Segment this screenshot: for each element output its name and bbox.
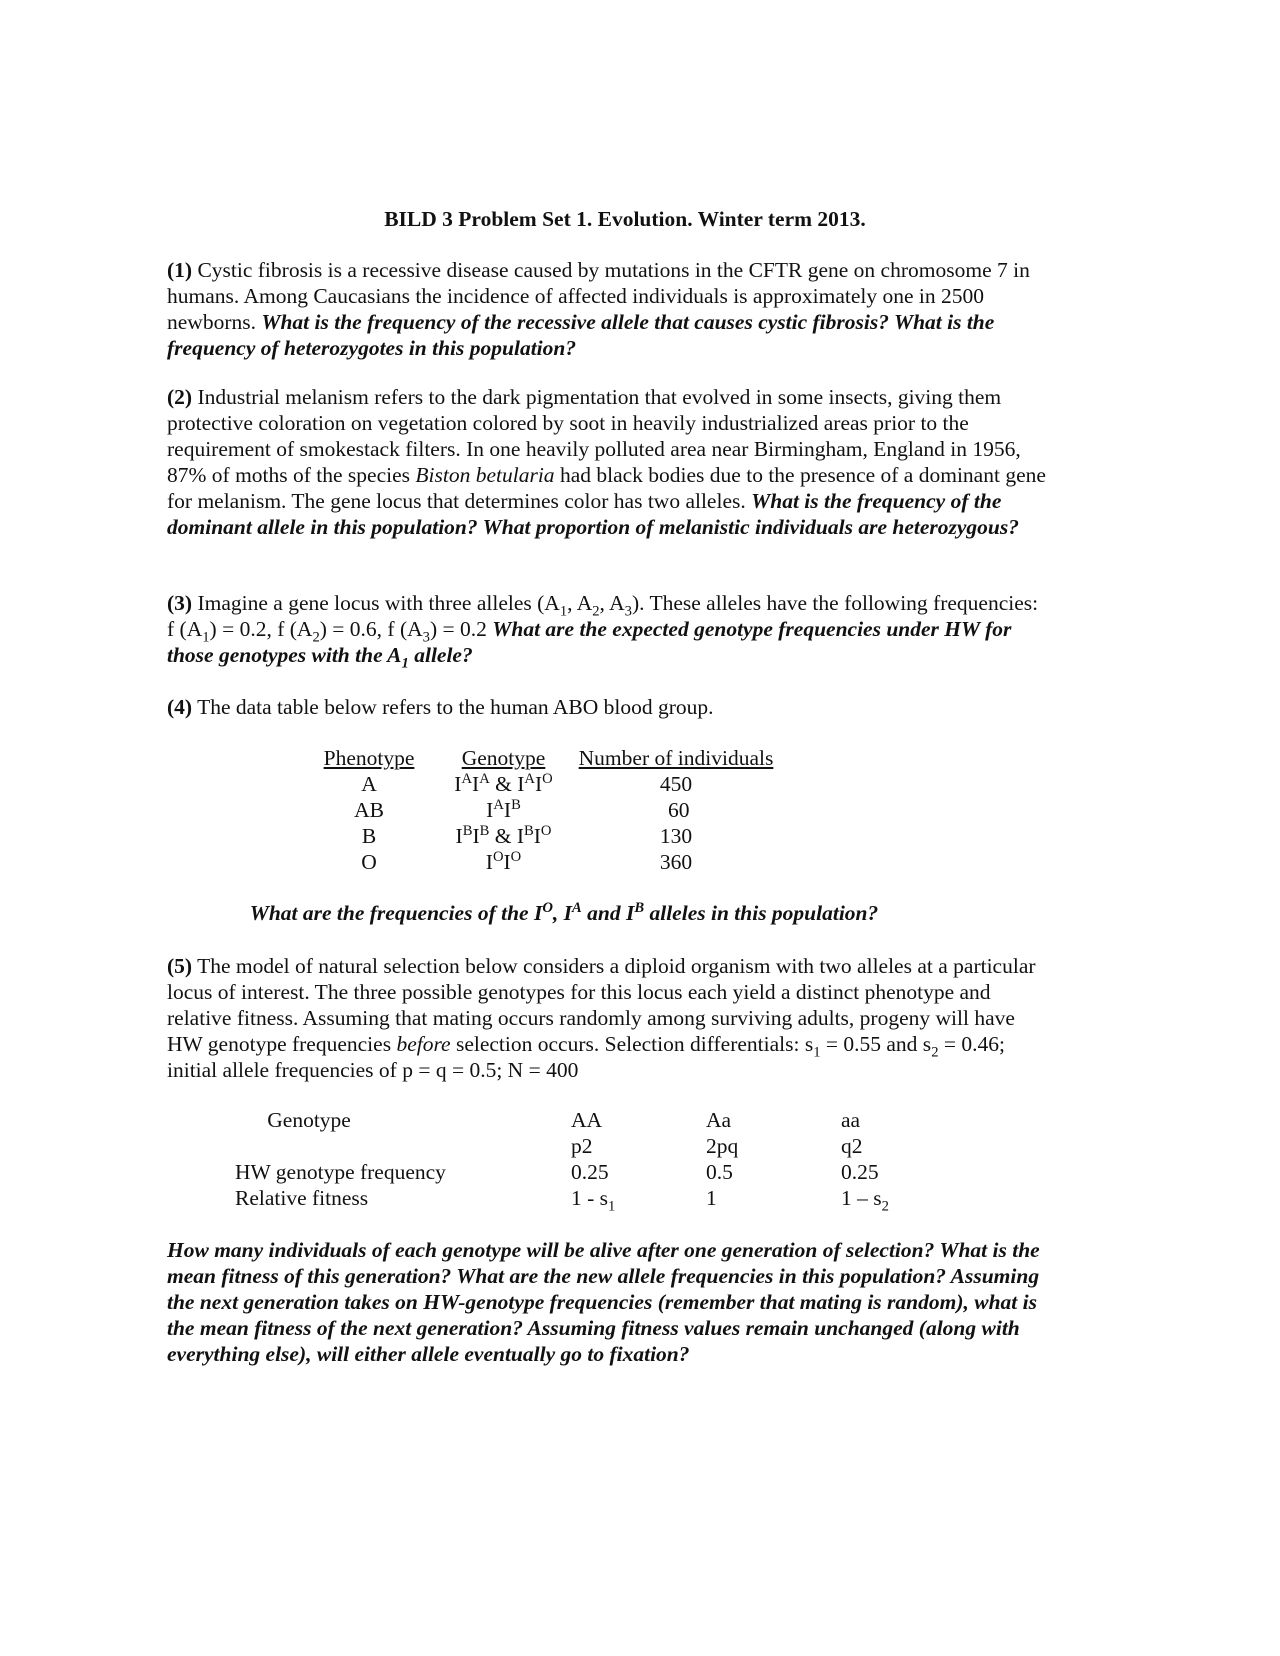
subscript: 1 [608, 1198, 616, 1215]
text-run: & I [489, 772, 525, 796]
subscript: 1 [401, 655, 409, 672]
text-run: HW genotype frequency [235, 1160, 446, 1184]
table-row [302, 823, 781, 849]
superscript: B [511, 796, 521, 813]
genotype-cell [436, 771, 571, 797]
superscript: A [493, 796, 504, 813]
aa-dominant-cell [571, 1133, 706, 1159]
superscript: O [492, 848, 504, 865]
text-run: Aa [706, 1108, 732, 1132]
superscript: A [479, 770, 490, 787]
text-run: aa [841, 1108, 861, 1132]
count-cell [571, 823, 781, 849]
text-run: ) = 0.6, f (A [319, 617, 423, 641]
text-run: I [503, 798, 512, 822]
superscript: B [634, 899, 645, 916]
genotype-cell [436, 797, 571, 823]
heterozygote-cell [706, 1159, 841, 1185]
superscript: O [540, 822, 552, 839]
text-run: 0.5 [706, 1160, 733, 1184]
text-run: (2) [167, 385, 193, 409]
text-run: p2 [571, 1134, 593, 1158]
superscript: B [462, 822, 473, 839]
subscript: 3 [624, 603, 632, 620]
table-row [235, 1133, 961, 1159]
text-run: (1) [167, 258, 193, 282]
text-run: 1 – s [841, 1186, 882, 1210]
subscript: 2 [931, 1044, 939, 1061]
text-run: ) = 0.2 [429, 617, 493, 641]
superscript: O [510, 848, 522, 865]
aa-recessive-cell [841, 1133, 961, 1159]
table-row [235, 1159, 961, 1185]
row-label-cell [235, 1133, 571, 1159]
text-run: What is the frequency of the recessive allele that causes cystic fibrosis? What is the frequency of heterozygotes in this population? [167, 310, 1000, 360]
text-run: I [454, 772, 462, 796]
text-run: B [361, 824, 377, 848]
table-row [302, 849, 781, 875]
text-run: Imagine a gene locus with three alleles (A [192, 591, 560, 615]
text-run: Genotype [235, 1108, 351, 1132]
question-4 [167, 694, 1047, 720]
text-run: Relative fitness [235, 1186, 369, 1210]
selection-model-table [235, 1107, 961, 1215]
text-run: 0.25 [571, 1160, 609, 1184]
text-run: before [396, 1032, 451, 1056]
text-run: q2 [841, 1134, 863, 1158]
text-run: The data table below refers to the human ABO blood group. [192, 695, 714, 719]
aa-recessive-cell [841, 1159, 961, 1185]
question-5-prompt [167, 1237, 1047, 1367]
genotype-cell [436, 823, 571, 849]
text-run: ) = 0.2, f (A [209, 617, 313, 641]
text-run: I [486, 798, 494, 822]
aa-recessive-cell [841, 1107, 961, 1133]
text-run: (5) [167, 954, 193, 978]
document-title: BILD 3 Problem Set 1. Evolution. Winter term 2013. [384, 207, 866, 231]
row-label-cell [235, 1185, 571, 1211]
text-run: , A [599, 591, 625, 615]
superscript: A [572, 899, 582, 916]
text-run: selection occurs. Selection differentials: s [450, 1032, 814, 1056]
superscript: O [542, 770, 553, 787]
text-run: Industrial melanism refers to the dark pigmentation that evolved in some insects, giving them protective coloration on vegetation colored by soot in heavily industrialized areas prior to the requirement of smokestack filters. In one heavily polluted area near Birmingham, England in 1956, 87% of moths of the species [167, 385, 1027, 487]
count-cell [571, 771, 781, 797]
table-row [235, 1185, 961, 1211]
subscript: 3 [422, 629, 430, 646]
aa-dominant-cell [571, 1185, 706, 1215]
text-run: = 0.55 and s [820, 1032, 932, 1056]
superscript: A [461, 770, 473, 787]
text-run: , A [567, 591, 593, 615]
text-run: had black bodies due to the presence of a dominant gene for melanism. The gene locus that determines color has two alleles. [167, 463, 1052, 513]
text-run: What are the frequencies of the I [249, 901, 543, 925]
text-run: = 0.46; initial allele frequencies of p = q = 0.5; N = 400 [167, 1032, 1011, 1082]
aa-dominant-cell [571, 1107, 706, 1133]
text-run: 0.25 [841, 1160, 879, 1184]
subscript: 1 [559, 603, 568, 620]
subscript: 2 [881, 1198, 889, 1215]
subscript: 1 [813, 1044, 821, 1061]
text-run: ). These alleles have the following frequencies: f (A [167, 591, 1049, 641]
question-3 [167, 590, 1049, 672]
text-run: 450 [659, 772, 693, 796]
row-label-cell [235, 1107, 571, 1133]
text-run: AA [571, 1108, 603, 1132]
table-header-row [302, 745, 781, 771]
heterozygote-cell [706, 1107, 841, 1133]
text-run: A [361, 772, 377, 796]
column-header-number: Number of individuals [578, 746, 774, 770]
text-run: I [533, 824, 541, 848]
phenotype-cell [302, 823, 436, 849]
question-2 [167, 384, 1052, 540]
table-row [302, 771, 781, 797]
text-run: alleles in this population? [644, 901, 879, 925]
text-run: I [455, 824, 463, 848]
superscript: A [524, 770, 535, 787]
superscript: B [479, 822, 490, 839]
column-header-genotype: Genotype [461, 746, 546, 770]
text-run: What is the frequency of the dominant allele in this population? What proportion of melanistic individuals are heterozygous? [167, 489, 1019, 539]
text-run: How many individuals of each genotype will be alive after one generation of selection? What is the mean fitness of this generation? What are the new allele frequencies in this population? Assuming the next generation takes on HW-genotype frequencies (remember that mating is random), what is the mean fitness of the next generation? Assuming fitness values remain unchanged (along with everything else), will either allele eventually go to fixation? [167, 1238, 1046, 1366]
text-run: The model of natural selection below considers a diploid organism with two alleles at a particular locus of interest. The three possible genotypes for this locus each yield a distinct phenotype and relative fitness. Assuming that mating occurs randomly among surviving adults, progeny will have HW genotype frequencies [167, 954, 1041, 1056]
text-run: & I [489, 824, 524, 848]
heterozygote-cell [706, 1185, 841, 1211]
question-5 [167, 953, 1047, 1083]
text-run: 130 [659, 824, 693, 848]
phenotype-cell [302, 771, 436, 797]
phenotype-cell [302, 849, 436, 875]
aa-dominant-cell [571, 1159, 706, 1185]
text-run: I [485, 850, 493, 874]
count-cell [571, 797, 781, 823]
text-run: 2pq [706, 1134, 739, 1158]
phenotype-cell [302, 797, 436, 823]
row-label-cell [235, 1159, 571, 1185]
text-run: I [472, 772, 480, 796]
table-row [302, 797, 781, 823]
text-run: Biston betularia [415, 463, 555, 487]
text-run: 60 [662, 798, 690, 822]
text-run: (4) [167, 695, 193, 719]
text-run: 1 [706, 1186, 717, 1210]
text-run: I [503, 850, 511, 874]
genotype-cell [436, 849, 571, 875]
superscript: B [524, 822, 534, 839]
column-header-phenotype: Phenotype [323, 746, 415, 770]
text-run: O [361, 850, 377, 874]
text-run: 360 [659, 850, 693, 874]
text-run: AB [354, 798, 384, 822]
subscript: 1 [202, 629, 210, 646]
text-run: allele? [408, 643, 473, 667]
text-run: and I [581, 901, 635, 925]
count-cell [571, 849, 781, 875]
superscript: O [542, 899, 553, 916]
text-run: Cystic fibrosis is a recessive disease caused by mutations in the CFTR gene on chromosome 7 in humans. Among Caucasians the incidence of affected individuals is approximately one in 2500 newborns. [167, 258, 1036, 334]
text-run: I [472, 824, 480, 848]
question-1 [167, 257, 1047, 361]
table-row [235, 1107, 961, 1133]
text-run: I [534, 772, 543, 796]
heterozygote-cell [706, 1133, 841, 1159]
text-run: What are the expected genotype frequencies under HW for those genotypes with the A [167, 617, 1017, 667]
text-run: 1 - s [571, 1186, 609, 1210]
text-run: , I [552, 901, 573, 925]
question-4-prompt [0, 900, 1128, 926]
aa-recessive-cell [841, 1185, 961, 1215]
subscript: 2 [592, 603, 600, 620]
abo-blood-group-table [302, 745, 781, 875]
subscript: 2 [312, 629, 320, 646]
text-run: (3) [167, 591, 193, 615]
